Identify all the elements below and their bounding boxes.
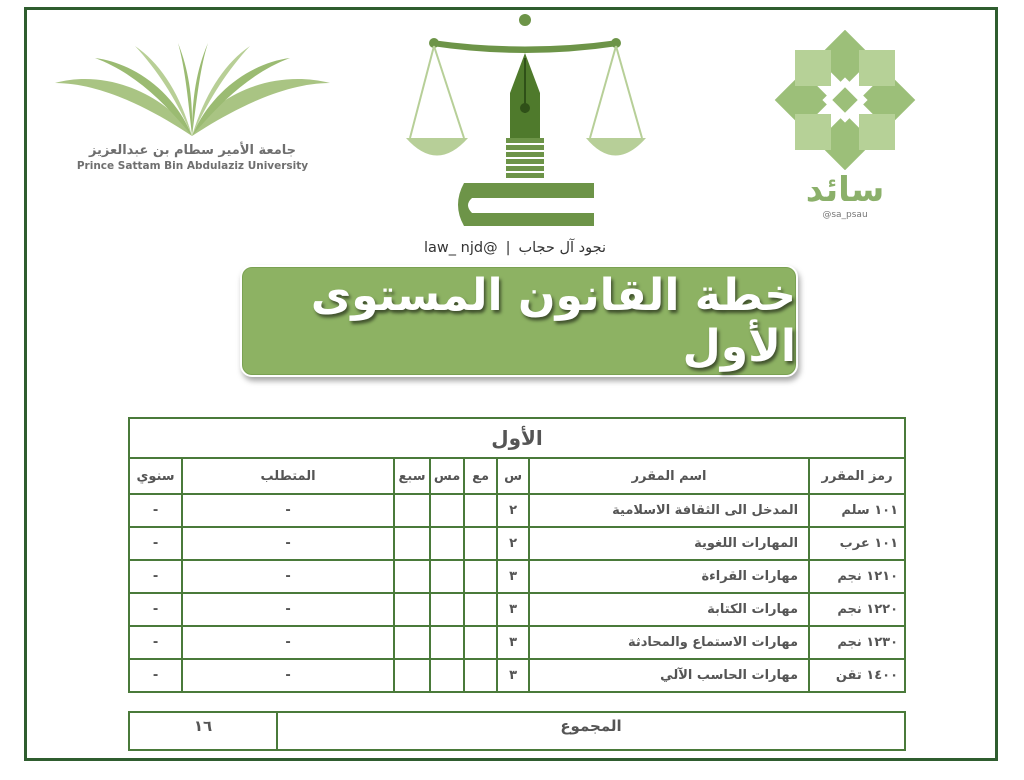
table-row: [129, 494, 905, 527]
title-banner: [240, 265, 798, 377]
saed-logo: [765, 30, 925, 220]
course-name: مهارات الكتابة: [529, 593, 809, 626]
course-prereq: -: [182, 560, 394, 593]
course-name: المهارات اللغوية: [529, 527, 809, 560]
course-name: مهارات الاستماع والمحادثة: [529, 626, 809, 659]
course-annual: -: [129, 527, 182, 560]
col-header-annual: سنوي: [129, 458, 182, 494]
course-code: ١٢٣٠ نجم: [809, 626, 905, 659]
course-annual: -: [129, 593, 182, 626]
course-s: ٢: [497, 527, 529, 560]
course-m: [464, 560, 497, 593]
course-sb: [394, 626, 430, 659]
course-sb: [394, 659, 430, 692]
course-s: ٣: [497, 659, 529, 692]
star-pattern-icon: [765, 30, 925, 170]
scales-of-justice-logo: [402, 8, 652, 233]
course-s: ٢: [497, 494, 529, 527]
course-m: [464, 494, 497, 527]
course-plan-table: [128, 417, 906, 693]
credit-separator: |: [505, 240, 511, 256]
course-annual: -: [129, 494, 182, 527]
course-code: ١٤٠٠ تقن: [809, 659, 905, 692]
total-value: ١٦: [129, 712, 277, 750]
table-row: [129, 659, 905, 692]
col-header-sb: سبع: [394, 458, 430, 494]
course-code: ١٢١٠ نجم: [809, 560, 905, 593]
course-code: ١٠١ عرب: [809, 527, 905, 560]
col-header-s: س: [497, 458, 529, 494]
course-s: ٣: [497, 626, 529, 659]
course-name: مهارات القراءة: [529, 560, 809, 593]
course-prereq: -: [182, 626, 394, 659]
course-prereq: -: [182, 527, 394, 560]
col-header-name: اسم المقرر: [529, 458, 809, 494]
page-title: خطة القانون المستوى الأول: [310, 270, 796, 372]
total-label: المجموع: [277, 712, 905, 750]
course-sb: [394, 527, 430, 560]
col-header-ms: مس: [430, 458, 464, 494]
university-logo: [50, 38, 335, 178]
table-row: [129, 593, 905, 626]
course-sb: [394, 494, 430, 527]
table-row: [129, 560, 905, 593]
col-header-m: مع: [464, 458, 497, 494]
author-name: نجود آل حجاب: [518, 240, 606, 256]
author-credit: [380, 236, 650, 260]
university-name-ar: جامعة الأمير سطام بن عبدالعزيز: [88, 143, 297, 158]
total-table: [128, 711, 906, 751]
university-name-en: Prince Sattam Bin Abdulaziz University: [76, 160, 309, 172]
col-header-prereq: المتطلب: [182, 458, 394, 494]
table-row: [129, 527, 905, 560]
course-m: [464, 626, 497, 659]
course-ms: [430, 626, 464, 659]
course-prereq: -: [182, 593, 394, 626]
course-s: ٣: [497, 560, 529, 593]
course-annual: -: [129, 560, 182, 593]
col-header-code: رمز المقرر: [809, 458, 905, 494]
course-prereq: -: [182, 494, 394, 527]
table-row: [129, 626, 905, 659]
course-annual: -: [129, 659, 182, 692]
course-ms: [430, 527, 464, 560]
course-m: [464, 593, 497, 626]
course-code: ١٠١ سلم: [809, 494, 905, 527]
open-book-icon: [50, 38, 335, 138]
course-ms: [430, 494, 464, 527]
course-ms: [430, 593, 464, 626]
level-heading: الأول: [129, 418, 905, 458]
course-s: ٣: [497, 593, 529, 626]
course-prereq: -: [182, 659, 394, 692]
author-handle: @law_ njd: [424, 240, 498, 256]
course-annual: -: [129, 626, 182, 659]
saed-logo-word: سائد: [805, 170, 885, 210]
course-code: ١٢٢٠ نجم: [809, 593, 905, 626]
course-name: مهارات الحاسب الآلي: [529, 659, 809, 692]
course-sb: [394, 560, 430, 593]
course-ms: [430, 659, 464, 692]
scales-pen-book-icon: [402, 8, 652, 233]
course-ms: [430, 560, 464, 593]
course-sb: [394, 593, 430, 626]
saed-handle: @sa_psau: [822, 210, 868, 220]
course-name: المدخل الى الثقافة الاسلامية: [529, 494, 809, 527]
course-m: [464, 659, 497, 692]
course-m: [464, 527, 497, 560]
